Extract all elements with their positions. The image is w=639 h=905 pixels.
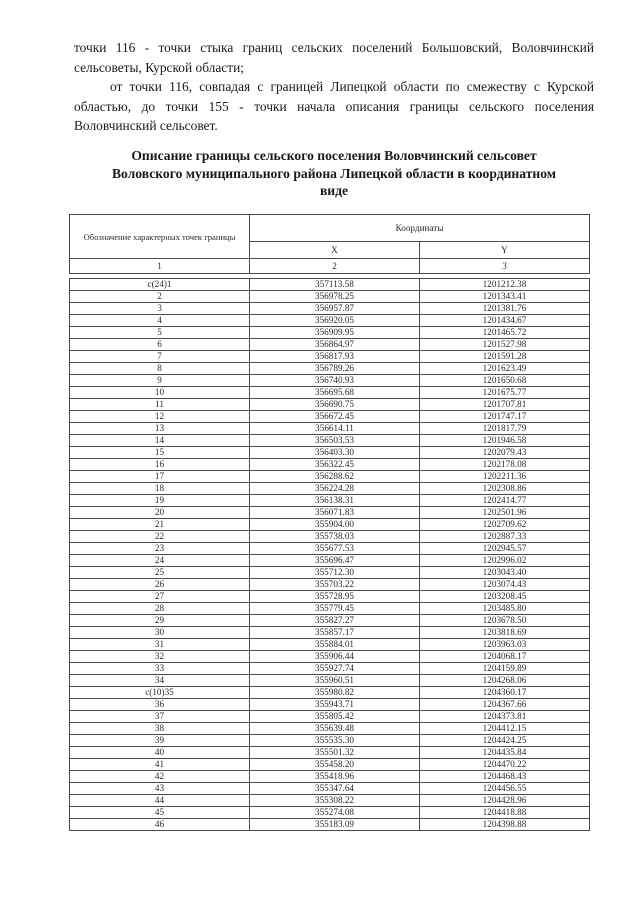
table-row [70,819,590,831]
cell-x: 356403.30 [250,447,420,459]
cell-y: 1202887.33 [420,531,590,543]
cell-y: 1204398.88 [420,819,590,831]
cell-x: 355712.30 [250,567,420,579]
column-number-2: 2 [250,259,420,274]
cell-y: 1201381.76 [420,303,590,315]
cell-point: 26 [70,579,250,591]
table-row [70,567,590,579]
table-row [70,699,590,711]
cell-x: 356672.45 [250,411,420,423]
cell-x: 356740.93 [250,375,420,387]
table-row [70,387,590,399]
cell-point: 15 [70,447,250,459]
cell-y: 1203678.50 [420,615,590,627]
cell-y: 1202414.77 [420,495,590,507]
cell-point: 2 [70,291,250,303]
cell-x: 356503.53 [250,435,420,447]
cell-point: 32 [70,651,250,663]
cell-x: 355347.64 [250,783,420,795]
cell-point: 9 [70,375,250,387]
table-row [70,615,590,627]
cell-x: 355927.74 [250,663,420,675]
cell-y: 1201343.41 [420,291,590,303]
table-row [70,783,590,795]
cell-x: 355943.71 [250,699,420,711]
cell-point: 3 [70,303,250,315]
cell-point: 10 [70,387,250,399]
cell-point: 20 [70,507,250,519]
heading-line-1: Описание границы сельского поселения Воловчинский сельсовет [131,148,537,163]
cell-y: 1204412.15 [420,723,590,735]
cell-point: 38 [70,723,250,735]
table-row [70,759,590,771]
cell-point: с(24)1 [70,279,250,291]
cell-y: 1204367.66 [420,699,590,711]
table-row [70,531,590,543]
table-row [70,711,590,723]
cell-y: 1203485.80 [420,603,590,615]
intro-paragraph-2: от точки 116, совпадая с границей Липецкой области по смежеству с Курской областью, до точки 155 - точки начала описания границы сельского поселения Воловчинский сельсовет. [74,79,594,134]
table-row [70,483,590,495]
cell-x: 355960.51 [250,675,420,687]
cell-y: 1202079.43 [420,447,590,459]
cell-x: 355906.44 [250,651,420,663]
cell-x: 355728.95 [250,591,420,603]
cell-point: 28 [70,603,250,615]
cell-point: 16 [70,459,250,471]
cell-point: 37 [70,711,250,723]
cell-x: 356817.93 [250,351,420,363]
table-row [70,663,590,675]
cell-point: 27 [70,591,250,603]
table-row [70,687,590,699]
heading-line-3: виде [319,183,349,198]
cell-point: 14 [70,435,250,447]
cell-point: 43 [70,783,250,795]
cell-x: 356288.62 [250,471,420,483]
cell-point: 21 [70,519,250,531]
cell-y: 1203043.40 [420,567,590,579]
cell-y: 1201675.77 [420,387,590,399]
cell-y: 1204373.81 [420,711,590,723]
cell-point: 34 [70,675,250,687]
cell-point: с(10)35 [70,687,250,699]
table-row [70,375,590,387]
cell-x: 356909.95 [250,327,420,339]
cell-y: 1202709.62 [420,519,590,531]
table-row [70,447,590,459]
cell-x: 356695.68 [250,387,420,399]
table-row [70,519,590,531]
coordinates-table [69,214,590,831]
cell-x: 355308.22 [250,795,420,807]
cell-x: 356224.28 [250,483,420,495]
table-row [70,543,590,555]
cell-y: 1202211.36 [420,471,590,483]
cell-x: 356322.45 [250,459,420,471]
cell-point: 8 [70,363,250,375]
cell-point: 4 [70,315,250,327]
cell-y: 1204360.17 [420,687,590,699]
cell-x: 355677.53 [250,543,420,555]
cell-x: 355738.03 [250,531,420,543]
cell-x: 355418.96 [250,771,420,783]
cell-point: 6 [70,339,250,351]
table-row [70,399,590,411]
cell-y: 1204470.22 [420,759,590,771]
cell-y: 1202308.86 [420,483,590,495]
cell-y: 1203208.45 [420,591,590,603]
cell-point: 19 [70,495,250,507]
table-row [70,315,590,327]
table-row [70,603,590,615]
cell-point: 42 [70,771,250,783]
cell-x: 355458.20 [250,759,420,771]
cell-x: 357113.58 [250,279,420,291]
header-y: Y [420,242,590,259]
cell-y: 1201946.58 [420,435,590,447]
cell-y: 1204428.96 [420,795,590,807]
cell-x: 356138.31 [250,495,420,507]
cell-y: 1201212.38 [420,279,590,291]
table-row [70,279,590,291]
table-row [70,651,590,663]
cell-y: 1201650.68 [420,375,590,387]
cell-point: 12 [70,411,250,423]
table-row [70,627,590,639]
cell-y: 1203074.43 [420,579,590,591]
table-row [70,507,590,519]
table-row [70,795,590,807]
cell-y: 1204424.25 [420,735,590,747]
table-row [70,291,590,303]
cell-x: 355535.30 [250,735,420,747]
cell-point: 45 [70,807,250,819]
cell-x: 356071.83 [250,507,420,519]
cell-y: 1204268.06 [420,675,590,687]
table-body [70,279,590,831]
cell-y: 1203963.03 [420,639,590,651]
header-coordinates: Координаты [250,215,590,242]
cell-x: 356920.05 [250,315,420,327]
cell-point: 40 [70,747,250,759]
cell-point: 13 [70,423,250,435]
table-row [70,411,590,423]
cell-x: 355696.47 [250,555,420,567]
cell-point: 29 [70,615,250,627]
table-row [70,591,590,603]
cell-y: 1204456.55 [420,783,590,795]
table-row [70,363,590,375]
table-row [70,735,590,747]
cell-x: 355183.09 [250,819,420,831]
cell-x: 355805.42 [250,711,420,723]
cell-point: 33 [70,663,250,675]
cell-point: 18 [70,483,250,495]
table-row [70,579,590,591]
table-row [70,771,590,783]
table-row [70,675,590,687]
table-row [70,303,590,315]
cell-y: 1201465.72 [420,327,590,339]
cell-x: 355779.45 [250,603,420,615]
cell-y: 1201623.49 [420,363,590,375]
table-row [70,459,590,471]
cell-y: 1202178.08 [420,459,590,471]
cell-point: 17 [70,471,250,483]
cell-y: 1201527.98 [420,339,590,351]
table-row [70,639,590,651]
header-point-designation: Обозначение характерных точек границы [70,215,250,259]
cell-x: 355703.22 [250,579,420,591]
cell-point: 46 [70,819,250,831]
table-row [70,327,590,339]
cell-x: 355857.17 [250,627,420,639]
intro-paragraph-1: точки 116 - точки стыка границ сельских поселений Большовский, Воловчинский сельсоветы, Курской области; [74,40,594,75]
table-row [70,339,590,351]
heading-line-2: Воловского муниципального района Липецкой области в координатном [111,165,557,181]
cell-point: 23 [70,543,250,555]
cell-y: 1202945.57 [420,543,590,555]
cell-y: 1201434.67 [420,315,590,327]
cell-point: 24 [70,555,250,567]
table-row [70,723,590,735]
table-row [70,495,590,507]
cell-y: 1204468.43 [420,771,590,783]
cell-y: 1204068.17 [420,651,590,663]
cell-x: 356957.87 [250,303,420,315]
cell-x: 355980.82 [250,687,420,699]
cell-y: 1204435.84 [420,747,590,759]
table-row [70,555,590,567]
column-number-1: 1 [70,259,250,274]
cell-point: 30 [70,627,250,639]
cell-point: 31 [70,639,250,651]
cell-point: 39 [70,735,250,747]
cell-point: 36 [70,699,250,711]
column-number-3: 3 [420,259,590,274]
cell-y: 1203818.69 [420,627,590,639]
table-row [70,435,590,447]
table-row [70,747,590,759]
cell-y: 1204418.88 [420,807,590,819]
cell-x: 355904.00 [250,519,420,531]
cell-point: 25 [70,567,250,579]
intro-text [74,38,594,136]
cell-x: 355274.08 [250,807,420,819]
section-heading [74,147,594,200]
cell-x: 356864.97 [250,339,420,351]
table-row [70,351,590,363]
cell-x: 355884.01 [250,639,420,651]
cell-x: 356614.11 [250,423,420,435]
cell-point: 41 [70,759,250,771]
cell-y: 1202501.96 [420,507,590,519]
cell-x: 356978.25 [250,291,420,303]
cell-point: 7 [70,351,250,363]
table-row [70,471,590,483]
cell-y: 1204159.89 [420,663,590,675]
cell-x: 356789.26 [250,363,420,375]
cell-point: 22 [70,531,250,543]
cell-x: 355501.32 [250,747,420,759]
cell-x: 355827.27 [250,615,420,627]
cell-y: 1201747.17 [420,411,590,423]
cell-x: 356690.75 [250,399,420,411]
table-row [70,423,590,435]
cell-y: 1202996.02 [420,555,590,567]
cell-point: 5 [70,327,250,339]
cell-point: 44 [70,795,250,807]
cell-y: 1201817.79 [420,423,590,435]
cell-y: 1201707.81 [420,399,590,411]
cell-point: 11 [70,399,250,411]
cell-y: 1201591.28 [420,351,590,363]
table-row [70,807,590,819]
header-x: X [250,242,420,259]
cell-x: 355639.48 [250,723,420,735]
